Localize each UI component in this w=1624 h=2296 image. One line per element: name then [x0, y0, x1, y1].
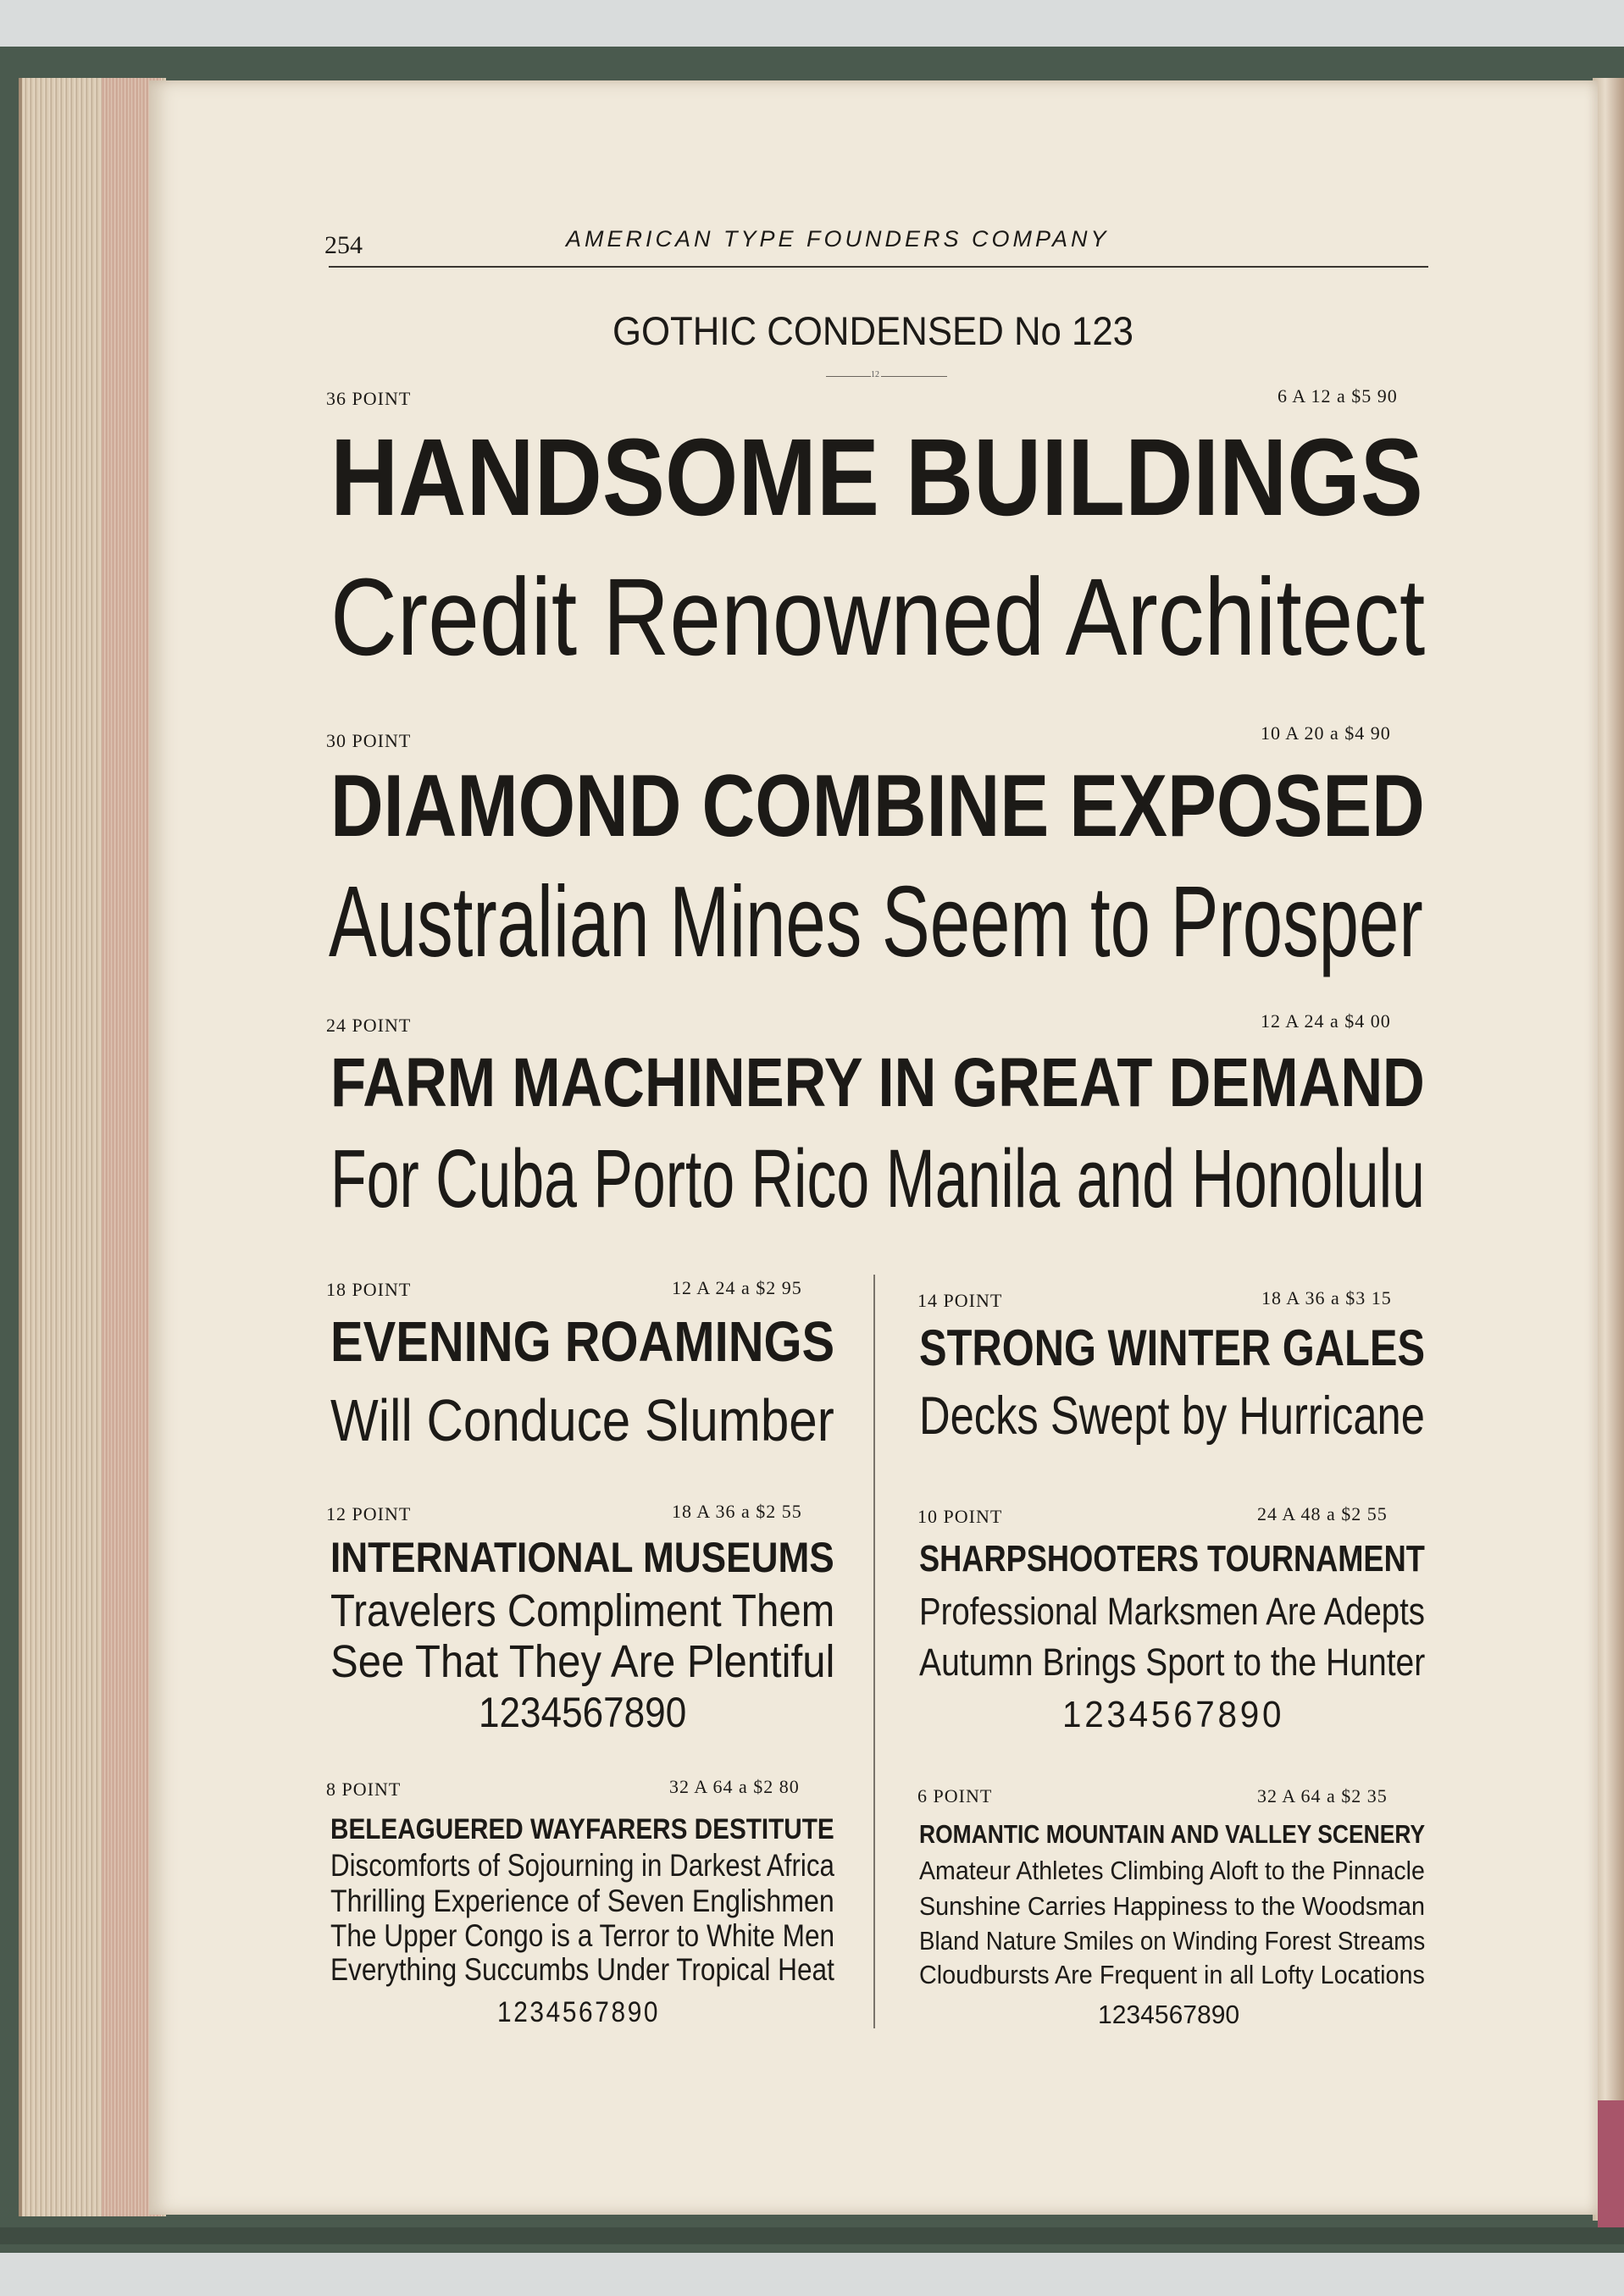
specimen-line: Bland Nature Smiles on Winding Forest Streams: [919, 1928, 1426, 1956]
price-label: 10 A 20 a $4 90: [1261, 722, 1391, 744]
specimen-line: Decks Swept by Hurricane: [919, 1386, 1425, 1446]
marker-rule-left: [826, 376, 871, 377]
specimen-numerals: 1234567890: [1062, 1695, 1285, 1735]
specimen-line: INTERNATIONAL MUSEUMS: [330, 1534, 834, 1581]
price-label: 32 A 64 a $2 80: [669, 1776, 800, 1797]
price-label: 18 A 36 a $2 55: [672, 1501, 802, 1522]
specimen-line: Autumn Brings Sport to the Hunter: [919, 1640, 1426, 1684]
specimen-line: Travelers Compliment Them: [330, 1585, 835, 1636]
specimen-numerals: 1234567890: [479, 1689, 687, 1736]
page-number: 254: [324, 231, 363, 259]
point-size-label: 30 POINT: [326, 730, 412, 751]
column-divider: [873, 1275, 875, 2028]
specimen-line: FARM MACHINERY IN GREAT DEMAND: [330, 1044, 1425, 1121]
price-label: 32 A 64 a $2 35: [1257, 1785, 1388, 1806]
specimen-line: Will Conduce Slumber: [330, 1387, 834, 1453]
specimen-line: SHARPSHOOTERS TOURNAMENT: [919, 1539, 1425, 1580]
header-rule: [329, 266, 1428, 268]
specimen-line: Credit Renowned Architect: [330, 556, 1426, 678]
price-label: 12 A 24 a $2 95: [672, 1277, 802, 1298]
point-size-label: 24 POINT: [326, 1015, 412, 1036]
marker-rule-right: [881, 376, 947, 377]
specimen-line: DIAMOND COMBINE EXPOSED: [330, 756, 1425, 855]
specimen-line: Sunshine Carries Happiness to the Woodsman: [919, 1893, 1425, 1921]
page-title: GOTHIC CONDENSED No 123: [612, 309, 1134, 354]
specimen-line: HANDSOME BUILDINGS: [330, 417, 1423, 539]
price-label: 12 A 24 a $4 00: [1261, 1010, 1391, 1032]
point-size-label: 18 POINT: [326, 1279, 412, 1300]
specimen-line: Cloudbursts Are Frequent in all Lofty Locations: [919, 1961, 1425, 1989]
specimen-numerals: 1234567890: [497, 1996, 661, 2028]
price-label: 6 A 12 a $5 90: [1278, 385, 1398, 407]
point-size-label: 36 POINT: [326, 388, 412, 409]
price-label: 24 A 48 a $2 55: [1257, 1503, 1388, 1524]
specimen-line: ROMANTIC MOUNTAIN AND VALLEY SCENERY: [919, 1821, 1426, 1849]
specimen-line: The Upper Congo is a Terror to White Men: [330, 1918, 835, 1953]
point-size-label: 12 POINT: [326, 1503, 412, 1524]
point-size-label: 10 POINT: [917, 1506, 1003, 1527]
marker-number: 12: [871, 370, 879, 379]
specimen-numerals: 1234567890: [1098, 2001, 1240, 2029]
specimen-line: Amateur Athletes Climbing Aloft to the Pinnacle: [919, 1857, 1425, 1885]
specimen-line: See That They Are Plentiful: [330, 1636, 835, 1687]
point-size-label: 8 POINT: [326, 1779, 402, 1800]
point-size-label: 6 POINT: [917, 1785, 993, 1806]
specimen-line: BELEAGUERED WAYFARERS DESTITUTE: [330, 1813, 834, 1845]
specimen-line: STRONG WINTER GALES: [919, 1319, 1426, 1376]
specimen-line: Professional Marksmen Are Adepts: [919, 1590, 1425, 1633]
specimen-line: Australian Mines Seem to Prosper: [329, 866, 1423, 978]
specimen-line: Everything Succumbs Under Tropical Heat: [330, 1952, 834, 1987]
point-size-label: 14 POINT: [917, 1290, 1003, 1311]
specimen-line: Discomforts of Sojourning in Darkest Africa: [330, 1848, 834, 1883]
running-head: AMERICAN TYPE FOUNDERS COMPANY: [566, 226, 1110, 252]
price-label: 18 A 36 a $3 15: [1261, 1287, 1392, 1308]
specimen-line: EVENING ROAMINGS: [330, 1310, 835, 1374]
specimen-line: For Cuba Porto Rico Manila and Honolulu: [330, 1132, 1425, 1225]
gutter-red-ribbon: [1598, 2100, 1624, 2227]
book-cover-bottom-edge: [0, 2227, 1624, 2244]
specimen-line: Thrilling Experience of Seven Englishmen: [330, 1884, 834, 1918]
